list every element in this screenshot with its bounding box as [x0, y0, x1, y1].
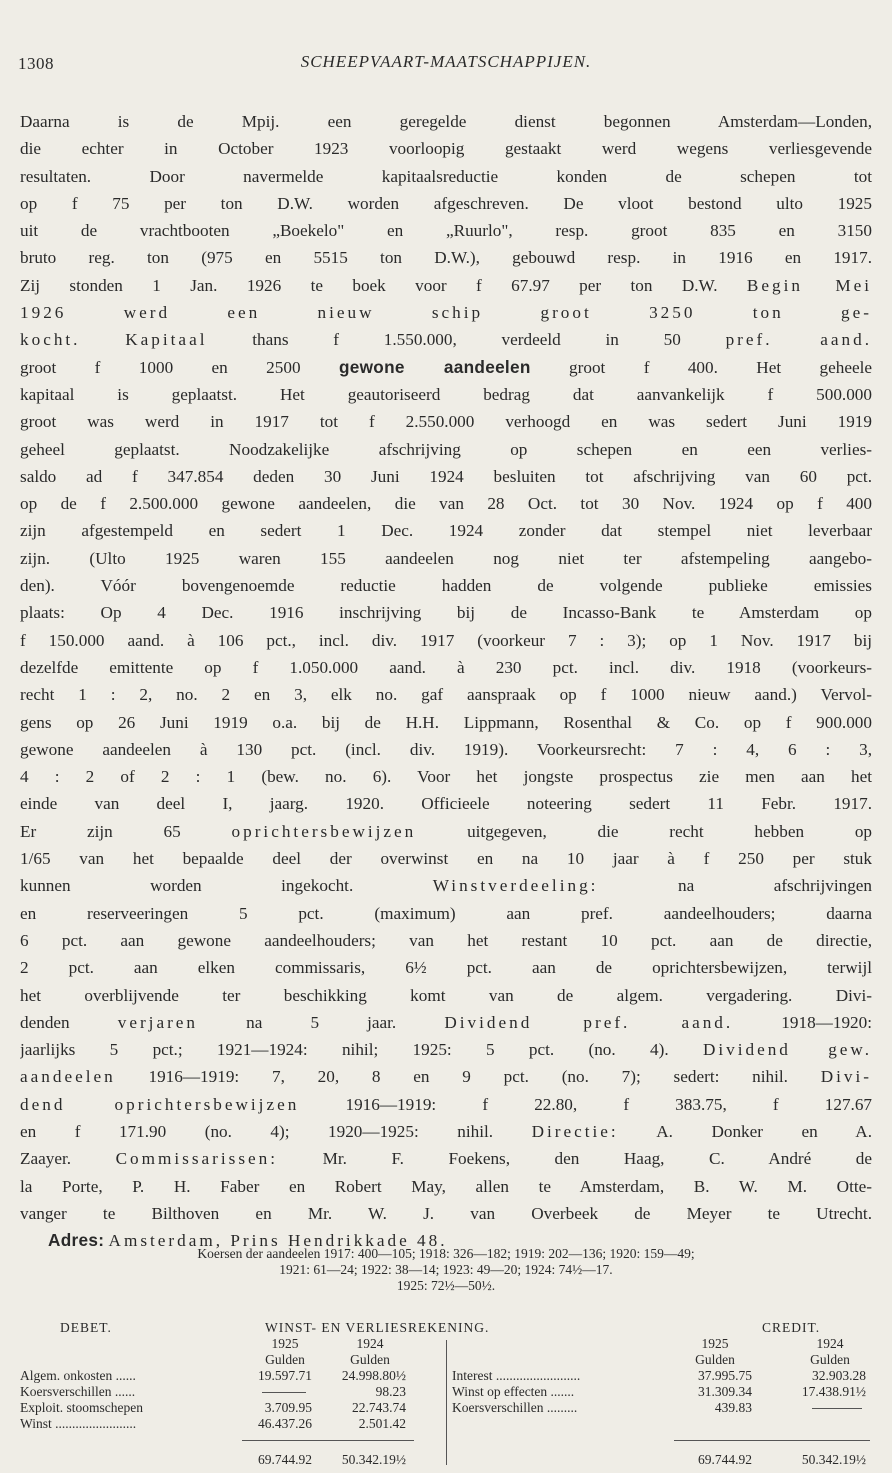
spaced-word: aandeelen	[20, 1067, 116, 1087]
text-span: thans f 1.550.000, verdeeld in 50	[252, 330, 681, 350]
spaced-word: Winstverdeeling:	[432, 876, 599, 896]
text-line	[20, 1145, 872, 1172]
debit-unit-b: Gulden	[350, 1352, 390, 1367]
credit-total-b: 50.342.19½	[801, 1452, 866, 1467]
address-text: Amsterdam, Prins Hendrikkade 48.	[108, 1231, 448, 1251]
koersen-line-1: Koersen der aandeelen 1917: 400—105; 1918: 326—182; 1919: 202—136; 1920: 159—49;	[197, 1246, 695, 1261]
text-line: die echter in October 1923 voorloopig gestaakt werd wegens verliesgevende	[20, 139, 872, 159]
credit-value-a: 439.83	[714, 1400, 752, 1415]
text-line: op f 75 per ton D.W. worden afgeschreven. De vloot bestond ulto 1925	[20, 193, 872, 213]
spaced-word: Commissarissen:	[115, 1149, 279, 1169]
text-line: den). Vóór bovengenoemde reductie hadden de volgende publieke emissies	[20, 576, 872, 596]
text-line: zijn. (Ulto 1925 waren 155 aandeelen nog niet ter afstempeling aangebo-	[20, 548, 872, 568]
text-line: resultaten. Door navermelde kapitaalsreductie konden de schepen tot	[20, 166, 872, 186]
spaced-word: Begin Mei	[746, 275, 872, 295]
text-line	[20, 1091, 872, 1118]
text-line: geheel geplaatst. Noodzakelijke afschrijving op schepen en een verlies-	[20, 439, 872, 459]
text-span: jaarlijks 5 pct.; 1921—1924: nihil; 1925: 5 pct. (no. 4).	[20, 1040, 669, 1060]
text-line	[20, 1118, 872, 1145]
text-span: A. Donker en A.	[656, 1121, 872, 1141]
spaced-word: pref. aand.	[725, 330, 872, 350]
credit-heading: CREDIT.	[762, 1320, 821, 1335]
page-number: 1308	[18, 54, 54, 73]
text-line: 6 pct. aan gewone aandeelhouders; van het restant 10 pct. aan de directie,	[20, 930, 872, 950]
text-line: gens op 26 Juni 1919 o.a. bij de H.H. Lippmann, Rosenthal & Co. op f 900.000	[20, 712, 872, 732]
page-header	[0, 52, 892, 78]
text-line: zijn afgestempeld en sedert 1 Dec. 1924 zonder dat stempel niet leverbaar	[20, 521, 872, 541]
debit-value-b: 2.501.42	[358, 1416, 406, 1431]
text-span: na afschrijvingen	[677, 876, 872, 896]
text-span: denden	[20, 1012, 70, 1032]
text-line: einde van deel I, jaarg. 1920. Officieele noteering sedert 11 Febr. 1917.	[20, 794, 872, 814]
debit-total-rule	[242, 1440, 414, 1441]
spaced-word: Kapitaal	[125, 330, 208, 350]
credit-total-a: 69.744.92	[698, 1452, 752, 1467]
credit-label: Winst op effecten .......	[452, 1384, 575, 1399]
text-span: groot f 1000 en 2500	[20, 357, 301, 377]
text-line: 1/65 van het bepaalde deel der overwinst en na 10 jaar à f 250 per stuk	[20, 849, 872, 869]
spaced-word: Directie:	[531, 1121, 619, 1141]
debet-heading: DEBET.	[60, 1320, 112, 1335]
text-span: 1916—1919: f 22.80, f 383.75, f 127.67	[345, 1094, 872, 1114]
credit-total-rule	[674, 1440, 870, 1441]
credit-unit-b: Gulden	[810, 1352, 850, 1367]
credit-year-a: 1925	[701, 1336, 729, 1351]
credit-value-b: 32.903.28	[812, 1368, 866, 1383]
text-line: bruto reg. ton (975 en 5515 ton D.W.), gebouwd resp. in 1916 en 1917.	[20, 248, 872, 268]
debit-total-b: 50.342.19½	[341, 1452, 406, 1467]
credit-value-a: 31.309.34	[698, 1384, 752, 1399]
text-line: f 150.000 aand. à 106 pct., incl. div. 1917 (voorkeur 7 : 3); op 1 Nov. 1917 bij	[20, 630, 872, 650]
debit-total-a: 69.744.92	[258, 1452, 312, 1467]
text-span: 1916—1919: 7, 20, 8 en 9 pct. (no. 7); sedert: nihil.	[148, 1067, 788, 1087]
debit-year-b: 1924	[356, 1336, 384, 1351]
text-line: groot was werd in 1917 tot f 2.550.000 verhoogd en was sedert Juni 1919	[20, 412, 872, 432]
text-span: en f 171.90 (no. 4); 1920—1925: nihil.	[20, 1121, 494, 1141]
text-line: vanger te Bilthoven en Mr. W. J. van Overbeek de Meyer te Utrecht.	[20, 1203, 872, 1223]
credit-value-b: 17.438.91½	[801, 1384, 866, 1399]
text-line: 1926 werd een nieuw schip groot 3250 ton ge-	[20, 303, 872, 323]
text-line	[20, 272, 872, 299]
debit-value-b: 24.998.80½	[341, 1368, 406, 1383]
text-line	[20, 1036, 872, 1063]
debit-year-a: 1925	[271, 1336, 299, 1351]
column-divider	[446, 1340, 447, 1465]
text-line: plaats: Op 4 Dec. 1916 inschrijving bij de Incasso-Bank te Amsterdam op	[20, 603, 872, 623]
text-span: Zaayer.	[20, 1149, 72, 1169]
debit-unit-a: Gulden	[265, 1352, 305, 1367]
text-line	[20, 818, 872, 845]
spaced-word: kocht.	[20, 330, 81, 350]
debit-value-a: 46.437.26	[258, 1416, 312, 1431]
running-title: SCHEEPVAART-MAATSCHAPPIJEN.	[300, 52, 592, 71]
text-span: uitgegeven, die recht hebben op	[467, 821, 872, 841]
credit-label: Koersverschillen .........	[452, 1400, 578, 1415]
debit-value-a: 3.709.95	[264, 1400, 312, 1415]
text-span: na 5 jaar.	[246, 1012, 397, 1032]
debit-label: Algem. onkosten ......	[20, 1368, 136, 1383]
text-line: 2 pct. aan elken commissaris, 6½ pct. aan de oprichtersbewijzen, terwijl	[20, 958, 872, 978]
text-line: op de f 2.500.000 gewone aandeelen, die van 28 Oct. tot 30 Nov. 1924 op f 400	[20, 494, 872, 514]
spaced-word: verjaren	[117, 1012, 199, 1032]
text-line: uit de vrachtbooten „Boekelo" en „Ruurlo", resp. groot 835 en 3150	[20, 221, 872, 241]
text-line: kapitaal is geplaatst. Het geautoriseerd bedrag dat aanvankelijk f 500.000	[20, 384, 872, 404]
text-span: 1918—1920:	[781, 1012, 872, 1032]
text-line: het overblijvende ter beschikking komt van de algem. vergadering. Divi-	[20, 985, 872, 1005]
bold-word: gewone aandeelen	[338, 356, 531, 377]
text-line: en reserveeringen 5 pct. (maximum) aan pref. aandeelhouders; daarna	[20, 903, 872, 923]
debit-label: Exploit. stoomschepen	[20, 1400, 143, 1415]
credit-value-a: 37.995.75	[698, 1368, 752, 1383]
debit-value-b: 98.23	[375, 1384, 406, 1399]
text-span: groot f 400. Het geheele	[569, 357, 872, 377]
text-line	[20, 354, 872, 381]
text-span: Mr. F. Foekens, den Haag, C. André de	[322, 1149, 872, 1169]
credit-year-b: 1924	[816, 1336, 844, 1351]
text-line: la Porte, P. H. Faber en Robert May, allen te Amsterdam, B. W. M. Otte-	[20, 1176, 872, 1196]
text-span: kunnen worden ingekocht.	[20, 876, 354, 896]
text-line: saldo ad f 347.854 deden 30 Juni 1924 besluiten tot afschrijving van 60 pct.	[20, 466, 872, 486]
debit-label: Koersverschillen ......	[20, 1384, 136, 1399]
spaced-word: Dividend pref. aand.	[444, 1012, 734, 1032]
text-line: recht 1 : 2, no. 2 en 3, elk no. gaf aanspraak op f 1000 nieuw aand.) Vervol-	[20, 685, 872, 705]
text-line: gewone aandeelen à 130 pct. (incl. div. 1919). Voorkeursrecht: 7 : 4, 6 : 3,	[20, 739, 872, 759]
body-text	[20, 108, 872, 1254]
credit-unit-a: Gulden	[695, 1352, 735, 1367]
spaced-word: Divi-	[820, 1067, 872, 1087]
text-line: dezelfde emittente op f 1.050.000 aand. à 230 pct. incl. div. 1918 (voorkeurs-	[20, 657, 872, 677]
account-title: WINST- EN VERLIESREKENING.	[265, 1320, 490, 1335]
text-line	[20, 1009, 872, 1036]
text-line	[20, 1063, 872, 1090]
text-line	[20, 872, 872, 899]
text-line: 4 : 2 of 2 : 1 (bew. no. 6). Voor het jongste prospectus zie men aan het	[20, 767, 872, 787]
spaced-word: dend oprichtersbewijzen	[20, 1094, 300, 1114]
address-label: Adres:	[48, 1230, 105, 1251]
spaced-word: Dividend gew.	[702, 1040, 872, 1060]
text-line	[20, 326, 872, 353]
text-line: Daarna is de Mpij. een geregelde dienst begonnen Amsterdam—Londen,	[20, 112, 872, 131]
empty-dash	[812, 1408, 862, 1409]
credit-label: Interest .........................	[452, 1368, 581, 1383]
debit-value-a: 19.597.71	[258, 1368, 312, 1383]
koersen-line-3: 1925: 72½—50½.	[396, 1278, 496, 1293]
empty-dash	[262, 1392, 306, 1393]
debit-value-b: 22.743.74	[352, 1400, 406, 1415]
debit-label: Winst ........................	[20, 1416, 137, 1431]
koersen-line-2: 1921: 61—24; 1922: 38—14; 1923: 49—20; 1924: 74½—17.	[279, 1262, 613, 1277]
text-span: Er zijn 65	[20, 821, 181, 841]
spaced-word: oprichtersbewijzen	[231, 821, 417, 841]
text-span: Zij stonden 1 Jan. 1926 te boek voor f 67.97 per ton D.W.	[20, 275, 718, 295]
